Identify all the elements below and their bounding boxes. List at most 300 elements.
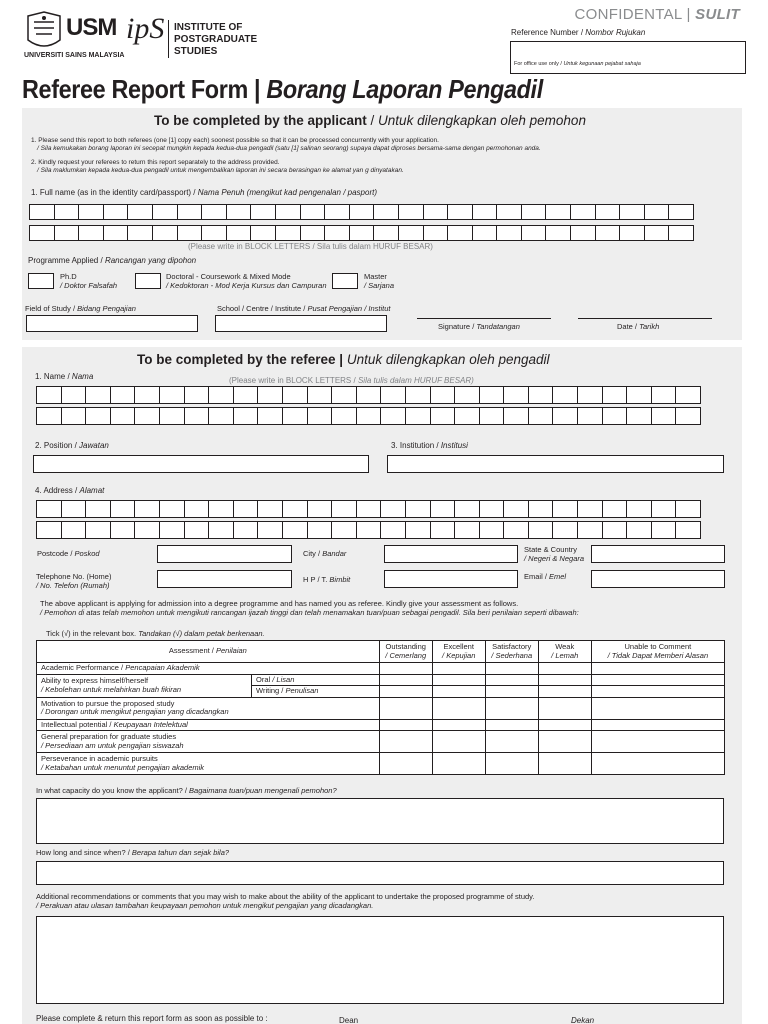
email-input[interactable] — [591, 570, 725, 588]
tick-cell[interactable] — [538, 731, 591, 753]
letter-cell[interactable] — [398, 204, 424, 220]
state-label-en: State & Country — [524, 545, 577, 554]
field-of-study-input[interactable] — [26, 315, 198, 332]
master-checkbox[interactable] — [332, 273, 358, 289]
reference-number-box[interactable] — [510, 41, 746, 74]
letter-cell[interactable] — [110, 386, 136, 404]
tick-cell[interactable] — [379, 663, 432, 675]
telephone-input[interactable] — [157, 570, 292, 588]
institution-input[interactable] — [387, 455, 724, 473]
letter-cell[interactable] — [602, 407, 628, 425]
date-label-en: Date / — [617, 322, 638, 331]
assessment-intro-ms: / Pemohon di atas telah memohon untuk mengikuti rancangan ijazah tinggi dan telah menamakan tuan/puan sebagai pengadil. Sila beri penilaian seperti dibawah: — [40, 608, 579, 617]
referee-name-grid-row1[interactable] — [36, 386, 700, 404]
letter-cell[interactable] — [454, 500, 480, 518]
letter-cell[interactable] — [78, 225, 104, 241]
letter-cell[interactable] — [447, 225, 473, 241]
phd-checkbox[interactable] — [28, 273, 54, 289]
letter-cell[interactable] — [479, 407, 505, 425]
letter-cell[interactable] — [127, 204, 153, 220]
letter-cell[interactable] — [668, 204, 694, 220]
letter-cell[interactable] — [651, 500, 677, 518]
letter-cell[interactable] — [479, 386, 505, 404]
letter-cell[interactable] — [159, 386, 185, 404]
col-satisfactory-en: Satisfactory — [492, 642, 532, 651]
letter-cell[interactable] — [110, 500, 136, 518]
phd-label-en: Ph.D — [60, 272, 77, 281]
letter-cell[interactable] — [282, 407, 308, 425]
letter-cell[interactable] — [644, 225, 670, 241]
tick-cell[interactable] — [538, 663, 591, 675]
letter-cell[interactable] — [626, 500, 652, 518]
title-main: Referee Report Form | — [22, 74, 261, 104]
tick-cell[interactable] — [591, 753, 724, 775]
letter-cell[interactable] — [300, 204, 326, 220]
sulit-text: SULIT — [695, 6, 740, 23]
letter-cell[interactable] — [159, 500, 185, 518]
col-unable — [591, 641, 724, 663]
tick-cell[interactable] — [591, 686, 724, 698]
letter-cell[interactable] — [405, 500, 431, 518]
letter-cell[interactable] — [651, 407, 677, 425]
phd-label-ms: / Doktor Falsafah — [60, 281, 118, 290]
row-oral-en: Oral — [256, 674, 271, 684]
letter-cell[interactable] — [226, 225, 252, 241]
letter-cell[interactable] — [373, 204, 399, 220]
letter-cell[interactable] — [29, 225, 55, 241]
address-label — [35, 486, 104, 496]
letter-cell[interactable] — [454, 407, 480, 425]
letter-cell[interactable] — [134, 500, 160, 518]
tick-cell[interactable] — [538, 674, 591, 686]
letter-cell[interactable] — [423, 204, 449, 220]
tick-cell[interactable] — [379, 731, 432, 753]
doctoral-label-en: Doctoral - Coursework & Mixed Mode — [166, 272, 291, 281]
letter-cell[interactable] — [208, 521, 234, 539]
letter-cell[interactable] — [405, 386, 431, 404]
applicant-note1: 1. Please send this report to both referees (one [1] copy each) soonest possible so that it can be processed concurrently with your application. — [31, 137, 439, 144]
letter-cell[interactable] — [528, 521, 554, 539]
applicant-note2-ms: / Sila maklumkan kepada kedua-dua pengadil untuk mengembalikan laporan ini secara berasingan ke alamat yan g dinyatakan. — [37, 167, 404, 174]
confidential-label: CONFIDENTAL | SULIT — [574, 6, 740, 23]
applicant-heading: To be completed by the applicant / Untuk dilengkapkan oleh pemohon — [154, 113, 586, 128]
office-use-ms: Untuk kegunaan pejabat sahaja — [563, 61, 641, 67]
letter-cell[interactable] — [257, 386, 283, 404]
tick-cell[interactable] — [379, 753, 432, 775]
letter-cell[interactable] — [675, 386, 701, 404]
usm-logo — [24, 10, 125, 60]
letter-cell[interactable] — [307, 500, 333, 518]
letter-cell[interactable] — [85, 521, 111, 539]
letter-cell[interactable] — [54, 225, 80, 241]
letter-cell[interactable] — [282, 500, 308, 518]
capacity-answer[interactable] — [36, 798, 724, 844]
letter-cell[interactable] — [602, 500, 628, 518]
state-label-ms: / Negeri & Negara — [524, 554, 585, 563]
letter-cell[interactable] — [545, 225, 571, 241]
letter-cell[interactable] — [127, 225, 153, 241]
letter-cell[interactable] — [134, 521, 160, 539]
postcode-label-en: Postcode / — [37, 549, 73, 558]
letter-cell[interactable] — [380, 386, 406, 404]
tick-instruction-ms: Tandakan (√) dalam petak berkenaan. — [138, 629, 265, 638]
letter-cell[interactable] — [602, 386, 628, 404]
tick-cell[interactable] — [485, 697, 538, 719]
letter-cell[interactable] — [85, 386, 111, 404]
telephone-label-ms: / No. Telefon (Rumah) — [36, 581, 110, 590]
letter-cell[interactable] — [201, 204, 227, 220]
master-label-en: Master — [364, 272, 387, 281]
col-outstanding — [379, 641, 432, 663]
letter-cell[interactable] — [595, 225, 621, 241]
capacity-question-ms: Bagaimana tuan/puan mengenali pemohon? — [189, 786, 337, 795]
tick-cell[interactable] — [432, 686, 485, 698]
row-oral-ms: / Lisan — [272, 674, 295, 684]
letter-cell[interactable] — [528, 500, 554, 518]
letter-cell[interactable] — [570, 225, 596, 241]
letter-cell[interactable] — [29, 204, 55, 220]
letter-cell[interactable] — [479, 521, 505, 539]
letter-cell[interactable] — [177, 204, 203, 220]
row-perseverance-ms: / Ketabahan untuk menuntut pengajian akademik — [41, 762, 205, 772]
tick-cell[interactable] — [485, 686, 538, 698]
letter-cell[interactable] — [619, 225, 645, 241]
col-unable-ms: / Tidak Dapat Memberi Alasan — [607, 650, 709, 660]
letter-cell[interactable] — [356, 407, 382, 425]
letter-cell[interactable] — [472, 225, 498, 241]
row-writing-en: Writing / — [256, 686, 284, 695]
letter-cell[interactable] — [405, 407, 431, 425]
letter-cell[interactable] — [300, 225, 326, 241]
capacity-question-en: In what capacity do you know the applicant? / — [36, 786, 187, 795]
letter-cell[interactable] — [184, 521, 210, 539]
letter-cell[interactable] — [675, 521, 701, 539]
letter-cell[interactable] — [331, 407, 357, 425]
letter-cell[interactable] — [373, 225, 399, 241]
letter-cell[interactable] — [668, 225, 694, 241]
letter-cell[interactable] — [626, 521, 652, 539]
city-input[interactable] — [384, 545, 518, 563]
office-use-en: For office use only — [514, 61, 559, 67]
letter-cell[interactable] — [602, 521, 628, 539]
letter-cell[interactable] — [570, 204, 596, 220]
tick-cell[interactable] — [538, 686, 591, 698]
office-use-note: For office use only / Untuk kegunaan pejabat sahaja — [514, 61, 641, 67]
letter-cell[interactable] — [380, 407, 406, 425]
col-outstanding-ms: / Cemerlang — [385, 650, 427, 660]
letter-cell[interactable] — [430, 386, 456, 404]
letter-cell[interactable] — [380, 500, 406, 518]
tick-cell[interactable] — [485, 731, 538, 753]
letter-cell[interactable] — [349, 204, 375, 220]
referee-name-grid-row2[interactable] — [36, 407, 700, 425]
position-input[interactable] — [33, 455, 369, 473]
letter-cell[interactable] — [250, 204, 276, 220]
table-row — [37, 697, 725, 719]
postcode-input[interactable] — [157, 545, 292, 563]
letter-cell[interactable] — [331, 500, 357, 518]
letter-cell[interactable] — [307, 521, 333, 539]
date-label — [617, 322, 659, 331]
tick-cell[interactable] — [432, 663, 485, 675]
tick-cell[interactable] — [379, 674, 432, 686]
tick-cell[interactable] — [432, 674, 485, 686]
letter-cell[interactable] — [226, 204, 252, 220]
letter-cell[interactable] — [552, 521, 578, 539]
letter-cell[interactable] — [577, 386, 603, 404]
letter-cell[interactable] — [184, 386, 210, 404]
city-label-ms: Bandar — [322, 549, 347, 558]
row-preparation — [37, 731, 380, 753]
letter-cell[interactable] — [233, 500, 259, 518]
letter-cell[interactable] — [430, 521, 456, 539]
letter-cell[interactable] — [250, 225, 276, 241]
confidential-text: CONFIDENTAL — [574, 6, 683, 23]
letter-cell[interactable] — [36, 500, 62, 518]
handphone-input[interactable] — [384, 570, 518, 588]
letter-cell[interactable] — [430, 407, 456, 425]
master-label-ms: / Sarjana — [364, 281, 395, 290]
letter-cell[interactable] — [184, 407, 210, 425]
tick-cell[interactable] — [432, 697, 485, 719]
row-motivation-en: Motivation to pursue the proposed study — [41, 698, 175, 708]
letter-cell[interactable] — [282, 386, 308, 404]
letter-cell[interactable] — [103, 204, 129, 220]
tick-cell[interactable] — [485, 719, 538, 731]
letter-cell[interactable] — [430, 500, 456, 518]
letter-cell[interactable] — [184, 500, 210, 518]
letter-cell[interactable] — [61, 500, 87, 518]
hp-label — [303, 575, 350, 584]
letter-cell[interactable] — [201, 225, 227, 241]
letter-cell[interactable] — [577, 500, 603, 518]
letter-cell[interactable] — [110, 521, 136, 539]
letter-cell[interactable] — [398, 225, 424, 241]
letter-cell[interactable] — [134, 386, 160, 404]
letter-cell[interactable] — [152, 204, 178, 220]
letter-cell[interactable] — [503, 521, 529, 539]
tick-cell[interactable] — [538, 753, 591, 775]
letter-cell[interactable] — [675, 500, 701, 518]
signature-line[interactable] — [417, 318, 551, 319]
dean-label: Dean — [339, 1016, 359, 1024]
letter-cell[interactable] — [503, 386, 529, 404]
additional-answer[interactable] — [36, 916, 724, 1004]
tick-cell[interactable] — [538, 697, 591, 719]
referee-block-hint-ms: Sila tulis dalam HURUF BESAR) — [357, 376, 474, 385]
tick-instruction-en: Tick (√) in the relevant box. — [46, 629, 137, 638]
applicant-note1-ms: / Sila kemukakan borang laporan ini secepat mungkin kepada kedua-dua pengadil (satu [1] salinan seorang) supaya dapat diproses bersama-sama dengan permohonan anda. — [37, 145, 541, 152]
letter-cell[interactable] — [503, 407, 529, 425]
tick-cell[interactable] — [432, 753, 485, 775]
col-excellent-en: Excellent — [443, 642, 474, 651]
referee-heading-en: To be completed by the referee | — [137, 352, 344, 367]
row-perseverance-en: Perseverance in academic pursuits — [41, 754, 158, 763]
letter-cell[interactable] — [349, 225, 375, 241]
letter-cell[interactable] — [496, 204, 522, 220]
letter-cell[interactable] — [595, 204, 621, 220]
programme-label-en: Programme Applied / — [28, 256, 103, 265]
letter-cell[interactable] — [152, 225, 178, 241]
letter-cell[interactable] — [552, 407, 578, 425]
letter-cell[interactable] — [85, 500, 111, 518]
letter-cell[interactable] — [257, 407, 283, 425]
letter-cell[interactable] — [36, 386, 62, 404]
fullname-block-hint: (Please write in BLOCK LETTERS / Sila tulis dalam HURUF BESAR) — [188, 242, 433, 251]
tick-cell[interactable] — [379, 686, 432, 698]
row-intellectual-ms: Keupayaan Intelektual — [113, 719, 188, 729]
letter-cell[interactable] — [405, 521, 431, 539]
usm-name: UNIVERSITI SAINS MALAYSIA — [24, 52, 125, 59]
tick-cell[interactable] — [432, 731, 485, 753]
tick-cell[interactable] — [538, 719, 591, 731]
assessment-header-cell — [37, 641, 380, 663]
letter-cell[interactable] — [208, 500, 234, 518]
col-weak-ms: / Lemah — [551, 650, 579, 660]
letter-cell[interactable] — [454, 386, 480, 404]
letter-cell[interactable] — [454, 521, 480, 539]
signature-label — [438, 322, 520, 331]
address-grid-row1[interactable] — [36, 500, 700, 518]
letter-cell[interactable] — [54, 204, 80, 220]
letter-cell[interactable] — [675, 407, 701, 425]
letter-cell[interactable] — [103, 225, 129, 241]
row-writing-ms: Penulisan — [285, 686, 319, 695]
letter-cell[interactable] — [208, 386, 234, 404]
referee-block-hint-en: (Please write in BLOCK LETTERS / — [229, 376, 356, 385]
city-label-en: City / — [303, 549, 321, 558]
letter-cell[interactable] — [61, 386, 87, 404]
letter-cell[interactable] — [61, 407, 87, 425]
letter-cell[interactable] — [479, 500, 505, 518]
letter-cell[interactable] — [307, 386, 333, 404]
letter-cell[interactable] — [521, 204, 547, 220]
letter-cell[interactable] — [275, 204, 301, 220]
letter-cell[interactable] — [651, 521, 677, 539]
fullname-grid-row1[interactable] — [29, 204, 693, 220]
col-unable-en: Unable to Comment — [624, 642, 692, 651]
state-country-label — [524, 545, 584, 563]
letter-cell[interactable] — [577, 407, 603, 425]
tick-cell[interactable] — [379, 697, 432, 719]
letter-cell[interactable] — [552, 500, 578, 518]
letter-cell[interactable] — [472, 204, 498, 220]
letter-cell[interactable] — [307, 407, 333, 425]
tick-cell[interactable] — [591, 663, 724, 675]
tick-cell[interactable] — [485, 663, 538, 675]
school-input[interactable] — [215, 315, 387, 332]
letter-cell[interactable] — [651, 386, 677, 404]
date-label-ms: Tarikh — [639, 322, 660, 331]
state-country-input[interactable] — [591, 545, 725, 563]
col-satisfactory — [485, 641, 538, 663]
referee-heading — [137, 352, 550, 367]
letter-cell[interactable] — [331, 521, 357, 539]
letter-cell[interactable] — [85, 407, 111, 425]
letter-cell[interactable] — [577, 521, 603, 539]
tick-cell[interactable] — [591, 674, 724, 686]
letter-cell[interactable] — [257, 500, 283, 518]
letter-cell[interactable] — [528, 407, 554, 425]
postcode-label-ms: Poskod — [74, 549, 100, 558]
letter-cell[interactable] — [36, 521, 62, 539]
address-grid-row2[interactable] — [36, 521, 700, 539]
referee-block-hint — [229, 376, 474, 385]
col-satisfactory-ms: / Sederhana — [491, 650, 533, 660]
letter-cell[interactable] — [61, 521, 87, 539]
tick-cell[interactable] — [591, 731, 724, 753]
letter-cell[interactable] — [208, 407, 234, 425]
letter-cell[interactable] — [159, 521, 185, 539]
letter-cell[interactable] — [134, 407, 160, 425]
col-outstanding-en: Outstanding — [385, 642, 426, 651]
row-oral — [252, 674, 380, 686]
letter-cell[interactable] — [447, 204, 473, 220]
assessment-header-en: Assessment / — [168, 646, 214, 656]
row-preparation-ms: / Persediaan am untuk pengajian siswazah — [41, 740, 184, 750]
letter-cell[interactable] — [36, 407, 62, 425]
address-label-ms: Alamat — [79, 486, 105, 495]
letter-cell[interactable] — [233, 521, 259, 539]
letter-cell[interactable] — [552, 386, 578, 404]
tick-cell[interactable] — [591, 719, 724, 731]
institute-line1: INSTITUTE OF — [174, 22, 243, 33]
letter-cell[interactable] — [159, 407, 185, 425]
letter-cell[interactable] — [619, 204, 645, 220]
letter-cell[interactable] — [282, 521, 308, 539]
letter-cell[interactable] — [233, 386, 259, 404]
letter-cell[interactable] — [626, 407, 652, 425]
letter-cell[interactable] — [356, 386, 382, 404]
letter-cell[interactable] — [257, 521, 283, 539]
howlong-answer[interactable] — [36, 861, 724, 885]
letter-cell[interactable] — [110, 407, 136, 425]
letter-cell[interactable] — [496, 225, 522, 241]
fullname-grid-row2[interactable] — [29, 225, 693, 241]
date-line[interactable] — [578, 318, 712, 319]
col-weak-en: Weak — [555, 642, 575, 651]
letter-cell[interactable] — [545, 204, 571, 220]
row-academic-en: Academic Performance / — [41, 663, 124, 672]
letter-cell[interactable] — [626, 386, 652, 404]
letter-cell[interactable] — [324, 225, 350, 241]
letter-cell[interactable] — [380, 521, 406, 539]
doctoral-checkbox[interactable] — [135, 273, 161, 289]
row-perseverance — [37, 753, 380, 775]
letter-cell[interactable] — [177, 225, 203, 241]
row-academic-ms: Pencapaian Akademik — [125, 663, 200, 672]
letter-cell[interactable] — [356, 521, 382, 539]
tick-cell[interactable] — [591, 697, 724, 719]
tick-cell[interactable] — [485, 753, 538, 775]
letter-cell[interactable] — [275, 225, 301, 241]
letter-cell[interactable] — [521, 225, 547, 241]
tick-cell[interactable] — [485, 674, 538, 686]
letter-cell[interactable] — [423, 225, 449, 241]
letter-cell[interactable] — [331, 386, 357, 404]
letter-cell[interactable] — [503, 500, 529, 518]
tick-cell[interactable] — [432, 719, 485, 731]
letter-cell[interactable] — [644, 204, 670, 220]
letter-cell[interactable] — [528, 386, 554, 404]
ips-logo-text: ipS — [126, 12, 165, 45]
letter-cell[interactable] — [233, 407, 259, 425]
letter-cell[interactable] — [78, 204, 104, 220]
tick-cell[interactable] — [379, 719, 432, 731]
letter-cell[interactable] — [356, 500, 382, 518]
programme-label — [28, 256, 196, 266]
letter-cell[interactable] — [324, 204, 350, 220]
